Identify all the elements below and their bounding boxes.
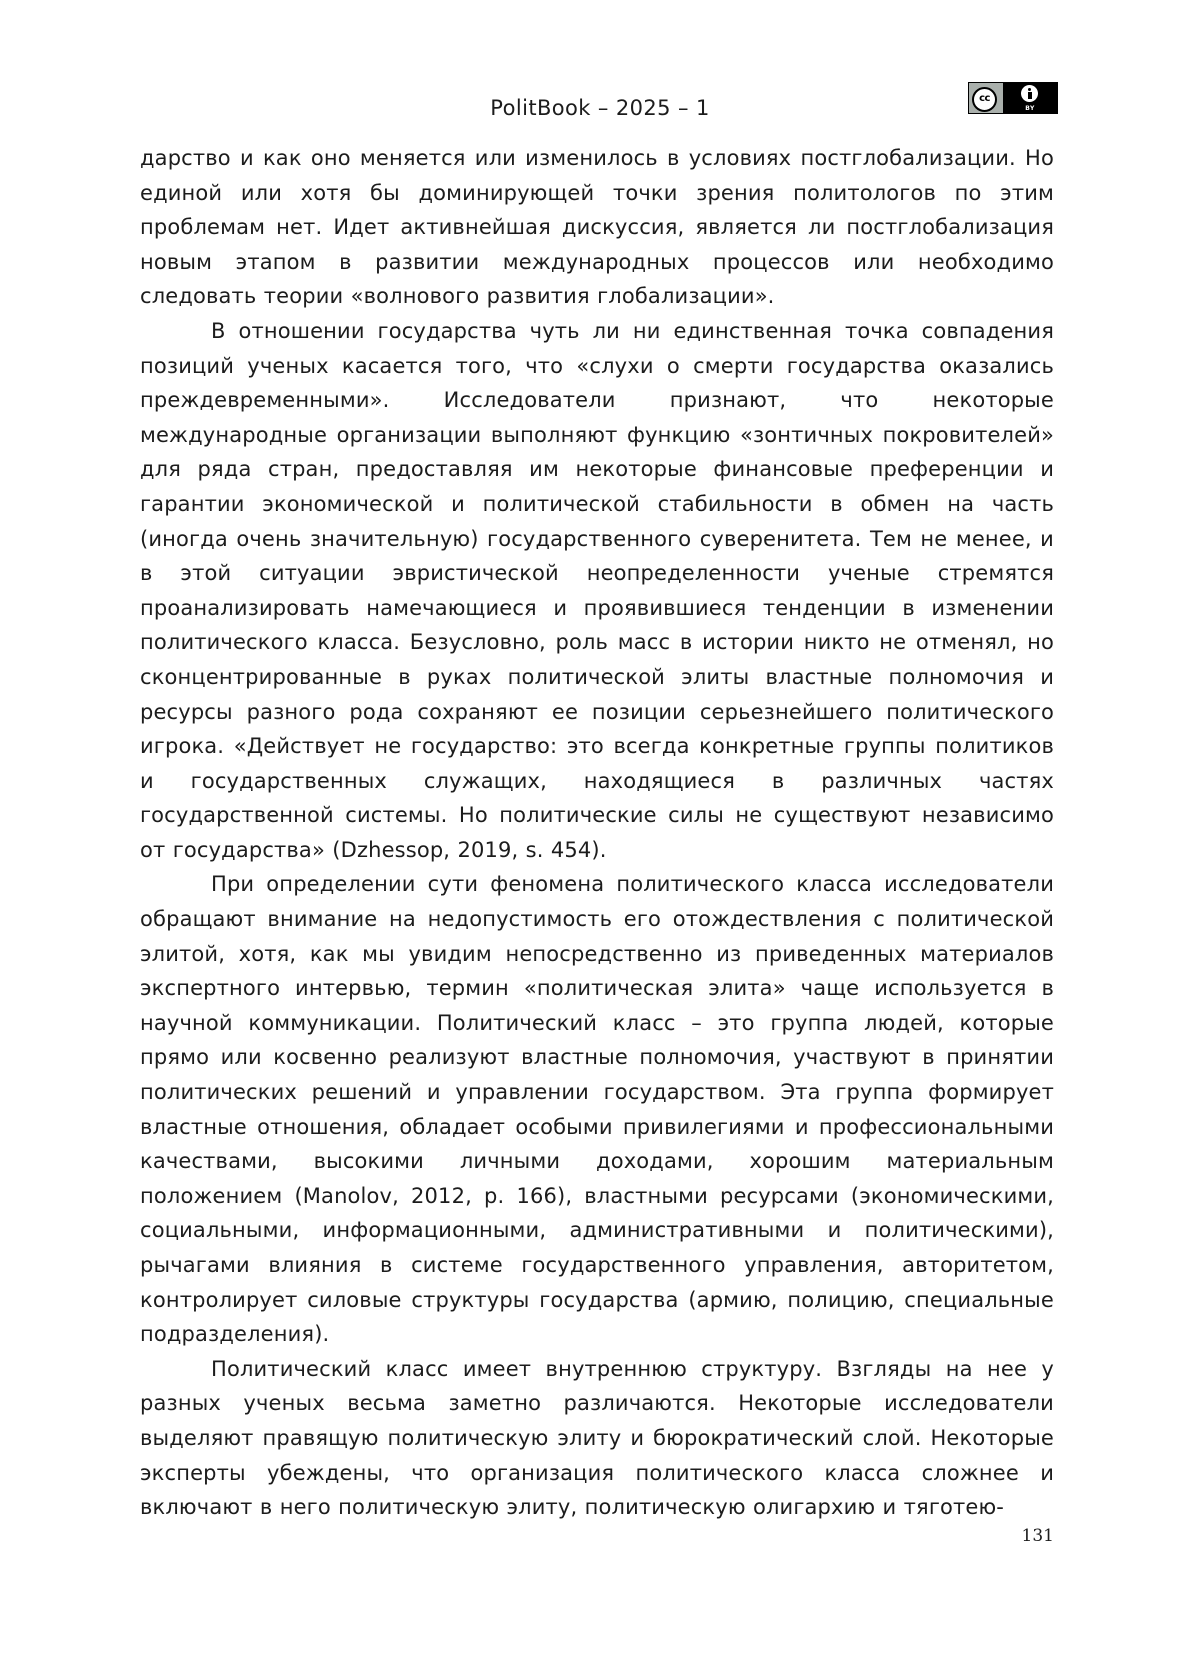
page-number: 131 [1021, 1526, 1054, 1546]
cc-by-icon [968, 82, 1058, 114]
running-header: PolitBook – 2025 – 1 [490, 96, 710, 120]
paragraph-2: В отношении государства чуть ли ни единственная точка совпадения позиций ученых касается того, что «слухи о смерти государства оказались преждевременными». Исследователи признают, что некоторые международные организации выполняют функцию «зонтичных покровителей» для ряда стран, предоставляя им некоторые финансовые преференции и гарантии экономической и политической стабильности в обмен на часть (иногда очень значительную) государственного суверенитета. Тем не менее, и в этой ситуации эвристической неопределенности ученые стремятся проанализировать намечающиеся и проявившиеся тенденции в изменении политического класса. Безусловно, роль масс в истории никто не отменял, но сконцентрированные в руках политической элиты властные полномочия и ресурсы разного рода сохраняют ее позиции серьезнейшего политического игрока. «Действует не государство: это всегда конкретные группы политиков и государственных служащих, находящиеся в различных частях государственной системы. Но политические силы не существуют независимо от государства» (Dzhessop, 2019, s. 454). [140, 318, 1054, 862]
cc-icon: cc [972, 87, 997, 112]
by-icon: BY [1003, 83, 1057, 113]
paragraph-3: При определении сути феномена политического класса исследователи обращают внимание на недопустимость его отождествления с политической элитой, хотя, как мы увидим непосредственно из приведенных материалов экспертного интервью, термин «политическая элита» чаще используется в научной коммуникации. Политический класс – это группа людей, которые прямо или косвенно реализуют властные полномочия, участвуют в принятии политических решений и управлении государством. Эта группа формирует властные отношения, обладает особыми привилегиями и профессиональными качествами, высокими личными доходами, хорошим материальным положением (Manolov, 2012, p. 166), властными ресурсами (экономическими, социальными, информационными, административными и политическими), рычагами влияния в системе государственного управления, авторитетом, контролирует силовые структуры государства (армию, полицию, специальные подразделения). [140, 872, 1054, 1347]
paragraph-4: Политический класс имеет внутреннюю структуру. Взгляды на нее у разных ученых весьма заметно различаются. Некоторые исследователи выделяют правящую политическую элиту и бюрократический слой. Некоторые эксперты убеждены, что организация политического класса сложнее и включают в него политическую элиту, политическую олигархию и тяготею- [140, 1356, 1054, 1520]
article-body [140, 141, 1054, 1525]
paragraph-1: дарство и как оно меняется или изменилось в условиях постглобализации. Но единой или хотя бы доминирующей точки зрения политологов по этим проблемам нет. Идет активнейшая дискуссия, является ли постглобализация новым этапом в развитии международных процессов или необходимо следовать теории «волнового развития глобализации». [140, 146, 1054, 309]
